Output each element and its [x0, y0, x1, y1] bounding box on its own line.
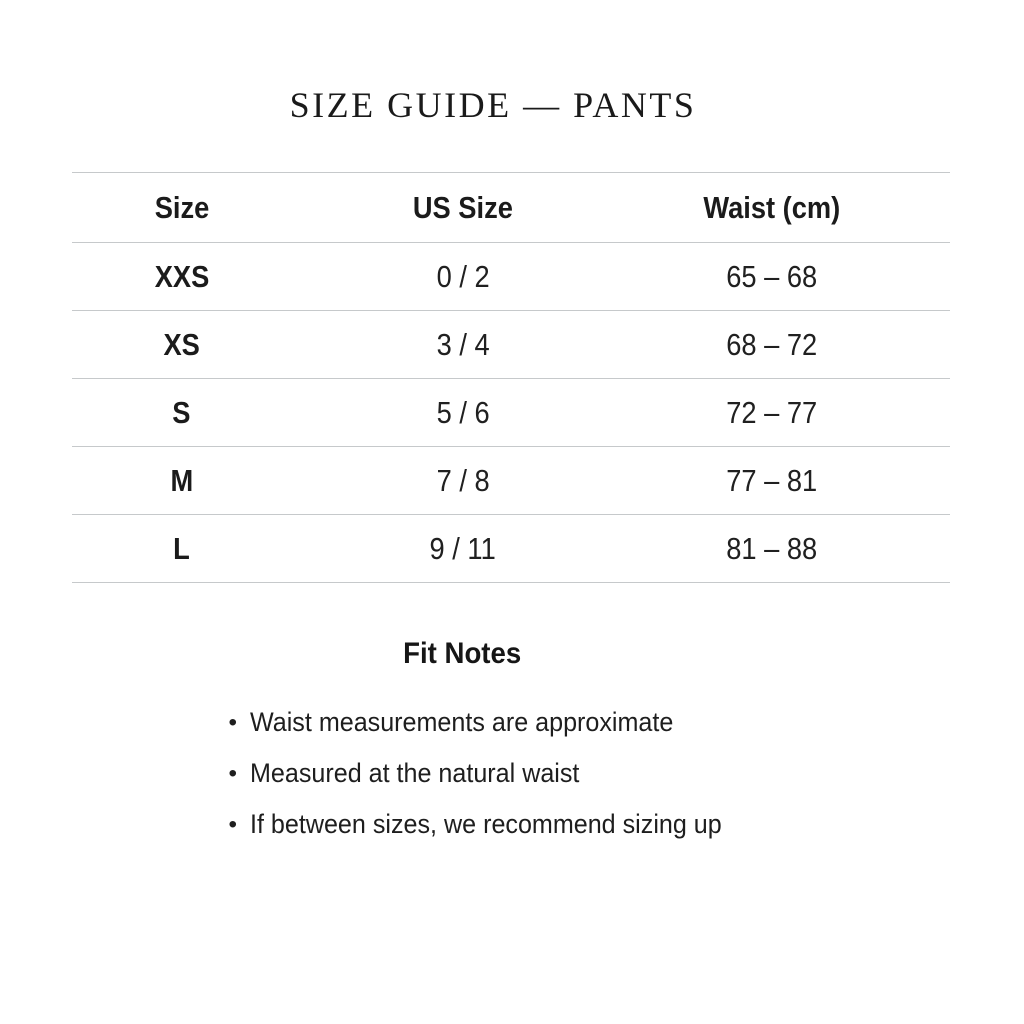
list-item	[228, 697, 758, 748]
us-size-value: 0 / 2	[436, 258, 490, 294]
size-cell	[72, 463, 292, 499]
us-size-value: 9 / 11	[429, 530, 496, 566]
size-value: XXS	[154, 258, 210, 294]
bullet-icon: •	[228, 810, 237, 838]
size-cell	[72, 259, 292, 295]
us-size-cell	[292, 259, 634, 295]
us-size-cell	[292, 327, 634, 363]
fit-notes-list	[228, 697, 758, 850]
us-size-value: 7 / 8	[436, 462, 490, 498]
waist-value: 77 – 81	[726, 462, 818, 498]
us-size-value: 3 / 4	[436, 326, 490, 362]
note-text: If between sizes, we recommend sizing up	[250, 809, 723, 839]
waist-cell	[634, 395, 950, 431]
waist-value: 68 – 72	[726, 326, 818, 362]
note-text: Waist measurements are approximate	[250, 707, 674, 737]
bullet-icon: •	[228, 759, 237, 787]
column-header-us-size-label: US Size	[412, 189, 513, 225]
fit-notes-heading	[0, 637, 924, 671]
page-title: SIZE GUIDE — PANTS	[289, 85, 697, 125]
size-value: XS	[163, 326, 200, 362]
us-size-value: 5 / 6	[436, 394, 490, 430]
waist-value: 65 – 68	[726, 258, 818, 294]
size-value: S	[172, 394, 191, 430]
waist-value: 81 – 88	[726, 530, 818, 566]
list-item	[228, 799, 758, 850]
table-row-m	[72, 447, 950, 515]
size-value: M	[170, 462, 194, 498]
us-size-cell	[292, 395, 634, 431]
bullet-icon: •	[228, 708, 237, 736]
waist-cell	[634, 463, 950, 499]
waist-value: 72 – 77	[726, 394, 818, 430]
column-header-size	[72, 190, 292, 226]
table-row-l	[72, 515, 950, 583]
size-value: L	[173, 530, 191, 566]
size-cell	[72, 531, 292, 567]
size-guide-table	[72, 172, 950, 583]
column-header-waist	[634, 190, 950, 226]
waist-cell	[634, 327, 950, 363]
list-item	[228, 748, 758, 799]
column-header-us-size	[292, 190, 634, 226]
table-row-xs	[72, 311, 950, 379]
waist-cell	[634, 531, 950, 567]
table-row-xxs	[72, 243, 950, 311]
column-header-waist-label: Waist (cm)	[703, 189, 841, 225]
size-cell	[72, 395, 292, 431]
fit-notes-heading-label: Fit Notes	[402, 637, 522, 670]
us-size-cell	[292, 531, 634, 567]
column-header-size-label: Size	[154, 189, 210, 225]
size-cell	[72, 327, 292, 363]
note-text: Measured at the natural waist	[250, 758, 580, 788]
waist-cell	[634, 259, 950, 295]
us-size-cell	[292, 463, 634, 499]
table-row-s	[72, 379, 950, 447]
table-header-row	[72, 173, 950, 243]
